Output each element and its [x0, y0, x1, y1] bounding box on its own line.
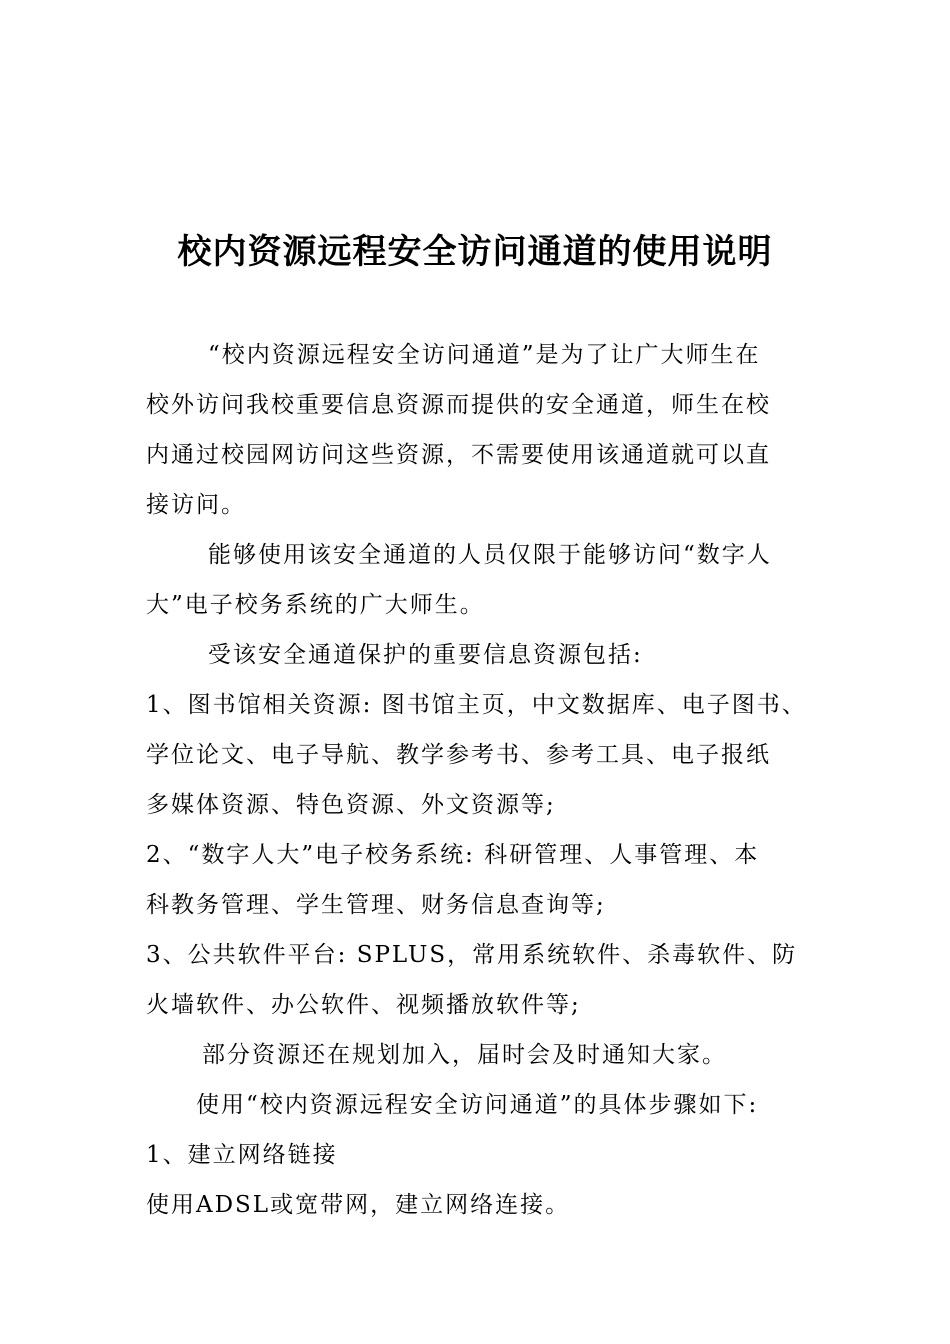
paragraph-line: “校内资源远程安全访问通道”是为了让广大师生在	[208, 342, 761, 368]
document-body	[146, 330, 826, 1230]
paragraph-line: 使用“校内资源远程安全访问通道”的具体步骤如下:	[196, 1092, 759, 1118]
paragraph-line: 部分资源还在规划加入，届时会及时通知大家。	[202, 1042, 727, 1068]
list-item-line: 科教务管理、学生管理、财务信息查询等;	[146, 892, 606, 918]
paragraph-line: 校外访问我校重要信息资源而提供的安全通道，师生在校	[146, 392, 771, 418]
paragraph-line: 能够使用该安全通道的人员仅限于能够访问“数字人	[208, 542, 772, 568]
paragraph-line: 大”电子校务系统的广大师生。	[146, 592, 485, 618]
document-title: 校内资源远程安全访问通道的使用说明	[177, 232, 773, 272]
list-item-line: 2、“数字人大”电子校务系统: 科研管理、人事管理、本	[146, 842, 760, 868]
list-item-line: 3、公共软件平台: SPLUS，常用系统软件、杀毒软件、防	[146, 942, 798, 968]
list-item-line: 火墙软件、办公软件、视频播放软件等;	[146, 992, 581, 1018]
paragraph-line: 接访问。	[146, 492, 246, 518]
paragraph-line: 内通过校园网访问这些资源，不需要使用该通道就可以直	[146, 442, 771, 468]
list-item-line: 学位论文、电子导航、教学参考书、参考工具、电子报纸	[146, 742, 771, 768]
list-item-line: 多媒体资源、特色资源、外文资源等;	[146, 792, 556, 818]
step-heading: 1、建立网络链接	[146, 1142, 338, 1168]
list-item-line: 1、图书馆相关资源: 图书馆主页，中文数据库、电子图书、	[146, 692, 807, 718]
paragraph-line: 受该安全通道保护的重要信息资源包括:	[208, 642, 643, 668]
paragraph-line: 使用ADSL或宽带网，建立网络连接。	[146, 1192, 571, 1218]
